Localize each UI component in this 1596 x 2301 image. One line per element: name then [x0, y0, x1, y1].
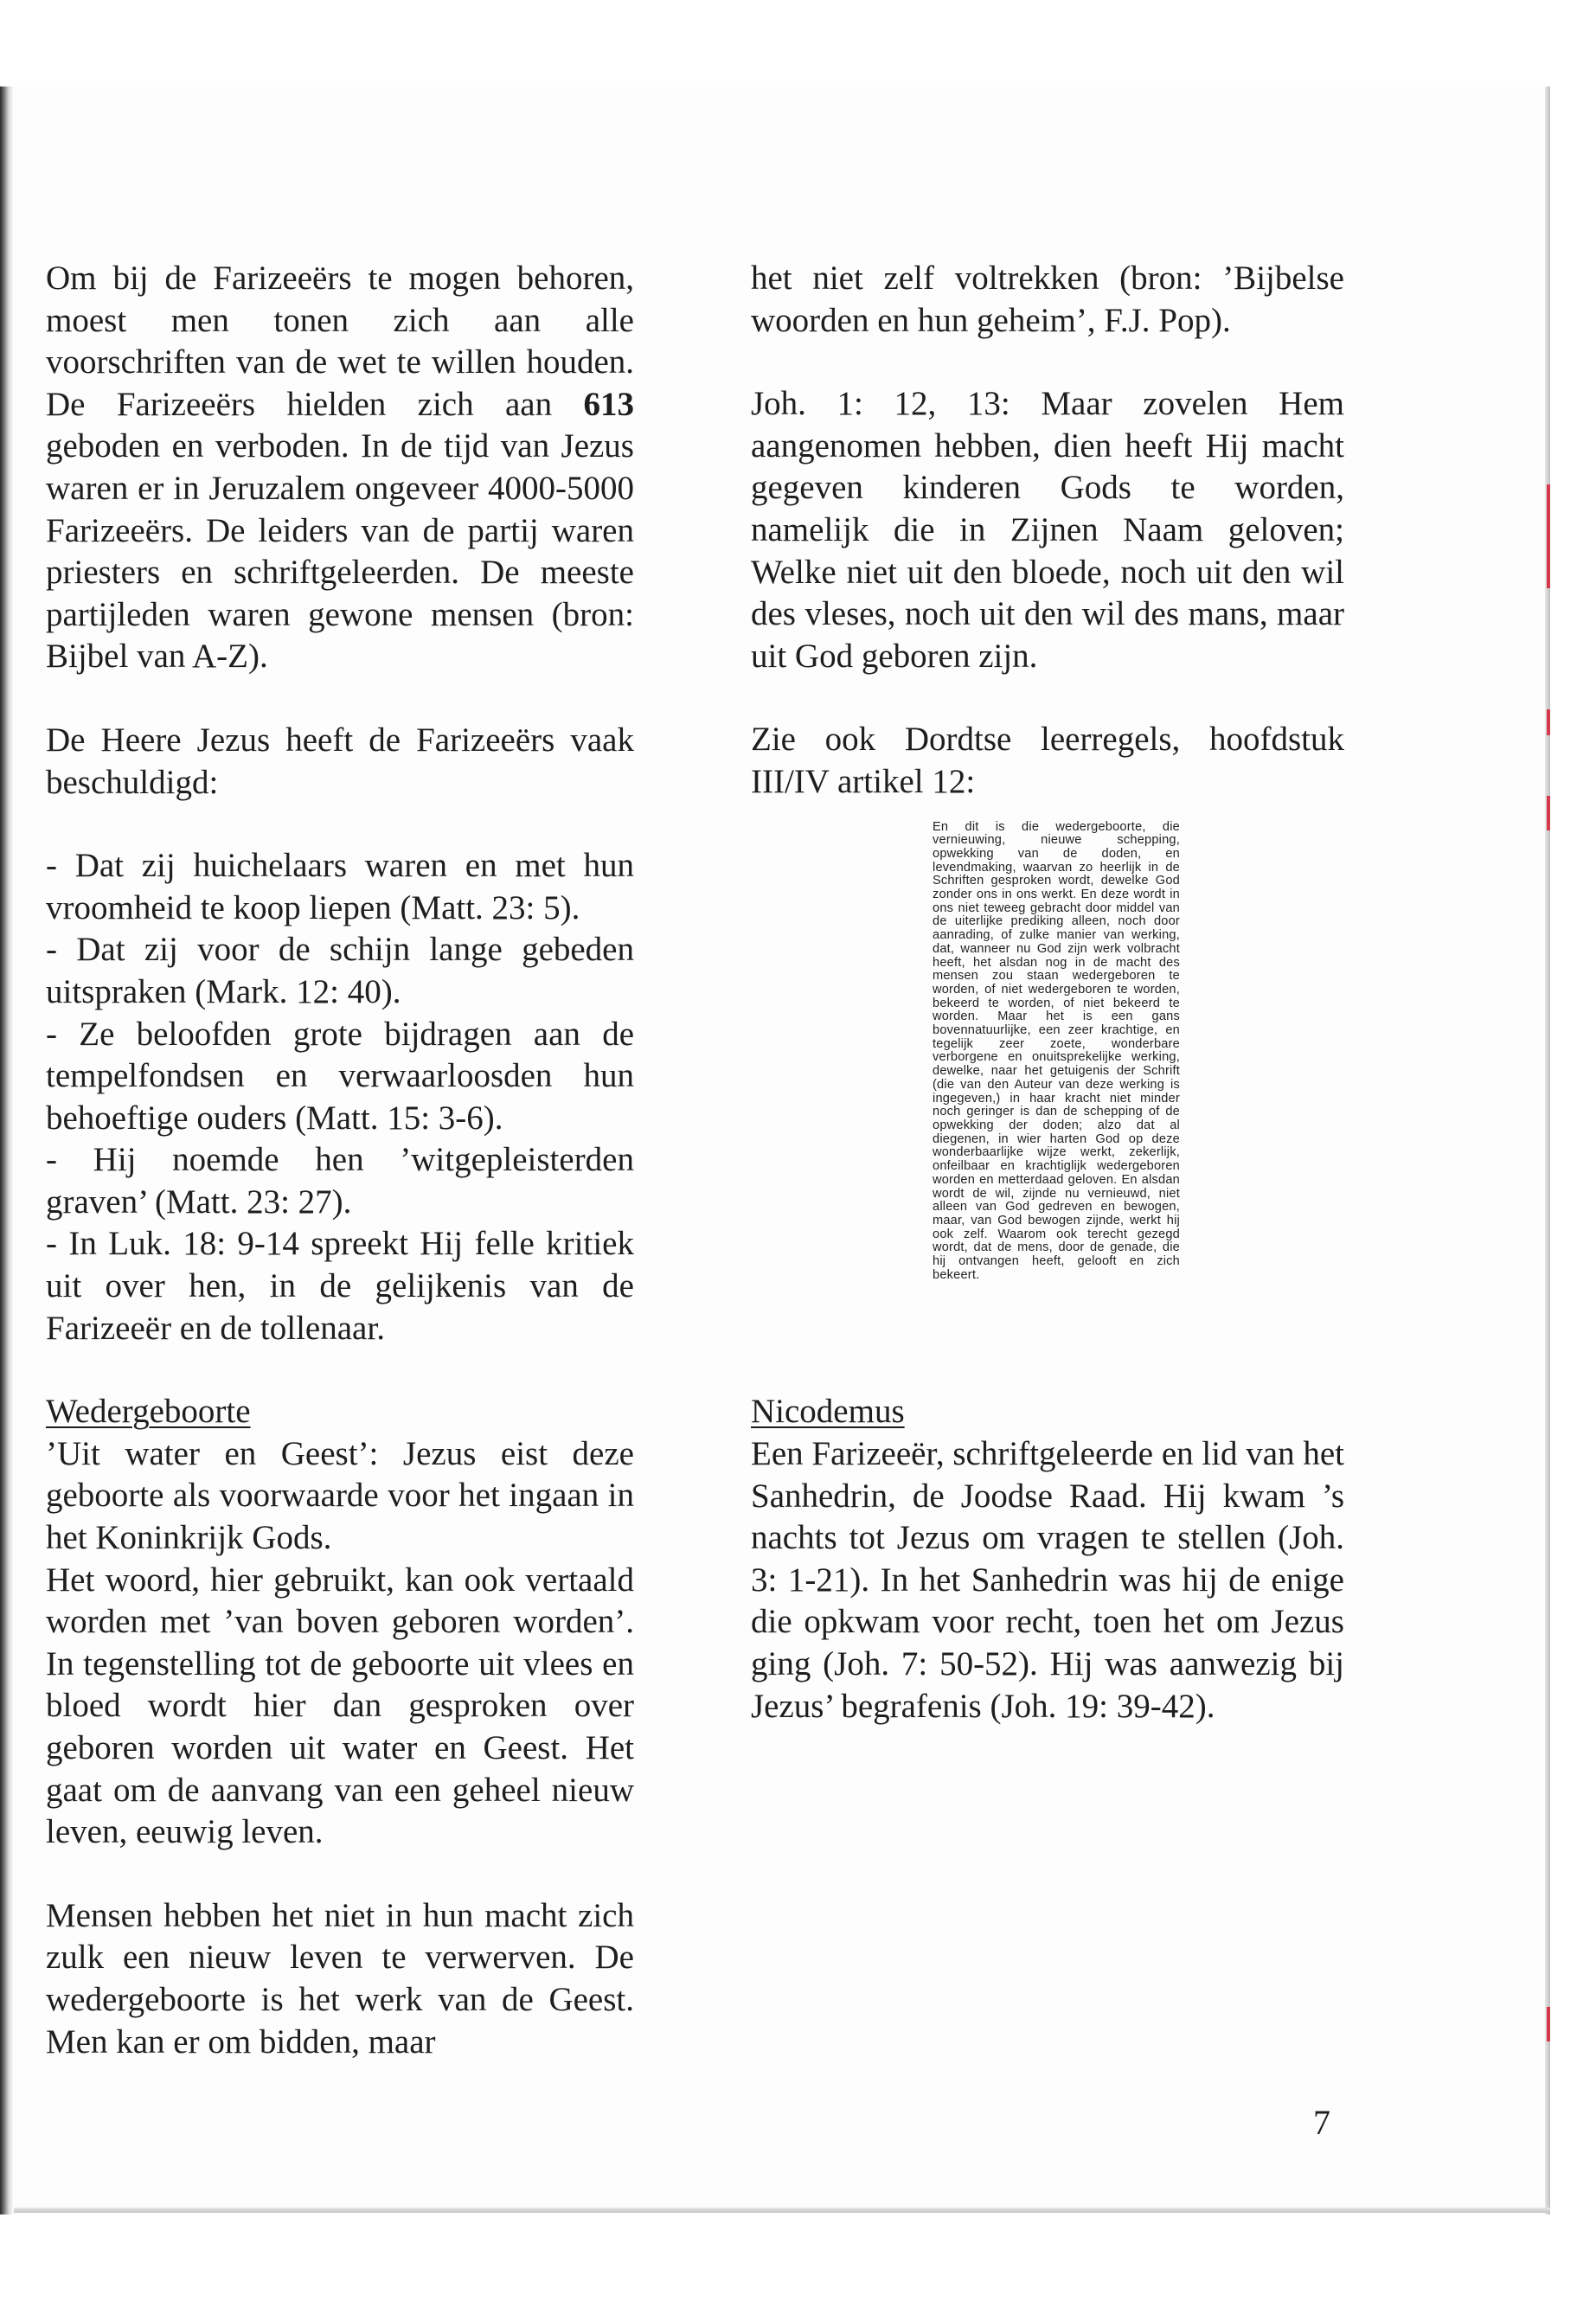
accusation-item: - Ze beloofden grote bijdragen aan de tempelfondsen en verwaarloosden hun behoeftige ouders (Matt. 15: 3-6). — [46, 1015, 634, 1137]
page-bottom-edge — [14, 2208, 1550, 2213]
accusation-item: - In Luk. 18: 9-14 spreekt Hij felle kritiek uit over hen, in de gelijkenis van de Farizeeër en de tollenaar. — [46, 1225, 634, 1347]
dordt-article-quote: En dit is die wedergeboorte, die vernieuwing, nieuwe schepping, opwekking van de doden, en levendmaking, waarvan zo heerlijk in de Schriften gesproken wordt, dewelke God zonder ons in ons werkt. En deze wordt in ons niet teweeg gebracht door middel van de uiterlijke prediking alleen, noch door aanrading, of zulke manier van werking, dat, wanneer nu God zijn werk volbracht heeft, het alsdan nog in de macht des mensen zou staan wedergeboren te worden, of niet wedergeboren te worden, bekeerd te worden, of niet bekeerd te worden. Maar het is een gans bovennatuurlijke, een zeer krachtige, en tegelijk zeer zoete, wonderbare verborgene en onuitsprekelijke werking, dewelke, naar het getuigenis der Schrift (die van den Auteur van deze werking is ingegeven,) in haar kracht niet minder noch geringer is dan de schepping of de opwekking der doden; alzo dat al diegenen, in wier harten God op deze wonderbaarlijke wijze werkt, zekerlijk, onfeilbaar en krachtiglijk wedergeboren worden en metterdaad geloven. En alsdan wordt de wil, zijnde nu vernieuwd, niet alleen van God gedreven en bewogen, maar, van God bewogen zijnde, werkt hij ook zelf. Waarom ook terecht gezegd wordt, dat de mens, door de genade, die hij ontvangen heeft, gelooft en zich bekeert. — [933, 819, 1180, 1282]
nicodemus-heading: Nicodemus — [751, 1393, 905, 1431]
wedergeboorte-paragraph-3: Mensen hebben het niet in hun macht zich zulk een nieuw leven te verwerven. De wedergeboorte is het werk van de Geest. Men kan er om bidden, maar — [46, 1896, 634, 2061]
wedergeboorte-paragraph-2: Het woord, hier gebruikt, kan ook vertaald worden met ’van boven geboren worden’. In tegenstelling tot de geboorte uit vlees en bloed wordt hier dan gesproken over geboren worden uit water en Geest. Het gaat om de aanvang van een geheel nieuw leven, eeuwig leven. — [46, 1561, 634, 1851]
john-quote-paragraph: Joh. 1: 12, 13: Maar zovelen Hem aangenomen hebben, dien heeft Hij macht gegeven kinderen Gods te worden, namelijk die in Zijnen Naam geloven; Welke niet uit den bloede, noch uit den wil des vleses, noch uit den wil des mans, maar uit God geboren zijn. — [751, 385, 1344, 675]
intro-continuation: geboden en verboden. In de tijd van Jezus waren er in Jeruzalem ongeveer 4000-5000 Farizeeërs. De leiders van de partij waren priesters en schriftgeleerden. De meeste partijleden waren gewone mensen (bron: Bijbel van A-Z). — [46, 427, 634, 676]
accusation-item: - Dat zij huichelaars waren en met hun vroomheid te koop liepen (Matt. 23: 5). — [46, 847, 634, 926]
accused-intro: De Heere Jezus heeft de Farizeeërs vaak beschuldigd: — [46, 721, 634, 801]
commandment-count: 613 — [583, 385, 634, 423]
accusation-item: - Dat zij voor de schijn lange gebeden uitspraken (Mark. 12: 40). — [46, 931, 634, 1010]
nicodemus-paragraph: Een Farizeeër, schriftgeleerde en lid van het Sanhedrin, de Joodse Raad. Hij kwam ’s nachts tot Jezus om vragen te stellen (Joh. 3: 1-21). In het Sanhedrin was hij de enige die opkwam voor recht, toen het om Jezus ging (Joh. 7: 50-52). Hij was aanwezig bij Jezus’ begrafenis (Joh. 19: 39-42). — [751, 1435, 1345, 1725]
continuation-paragraph: het niet zelf voltrekken (bron: ’Bijbelse woorden en hun geheim’, F.J. Pop). — [751, 260, 1344, 339]
right-column — [751, 258, 1344, 1727]
scan-color-marks — [1547, 484, 1557, 2041]
left-column — [46, 258, 634, 2063]
page-number: 7 — [1313, 2103, 1330, 2142]
scan-edge — [0, 87, 14, 2214]
intro-text: Om bij de Farizeeërs te mogen behoren, moest men tonen zich aan alle voorschriften van de wet te willen houden. De Farizeeërs hielden zich aan — [46, 260, 634, 423]
accusation-item: - Hij noemde hen ’witgepleisterden graven’ (Matt. 23: 27). — [46, 1141, 634, 1221]
farizeeers-intro-paragraph — [46, 258, 634, 678]
wedergeboorte-heading: Wedergeboorte — [46, 1393, 251, 1431]
dordt-intro: Zie ook Dordtse leerregels, hoofdstuk III/IV artikel 12: — [751, 721, 1344, 800]
wedergeboorte-paragraph-1: ’Uit water en Geest’: Jezus eist deze geboorte als voorwaarde voor het ingaan in het Koninkrijk Gods. — [46, 1434, 634, 1557]
